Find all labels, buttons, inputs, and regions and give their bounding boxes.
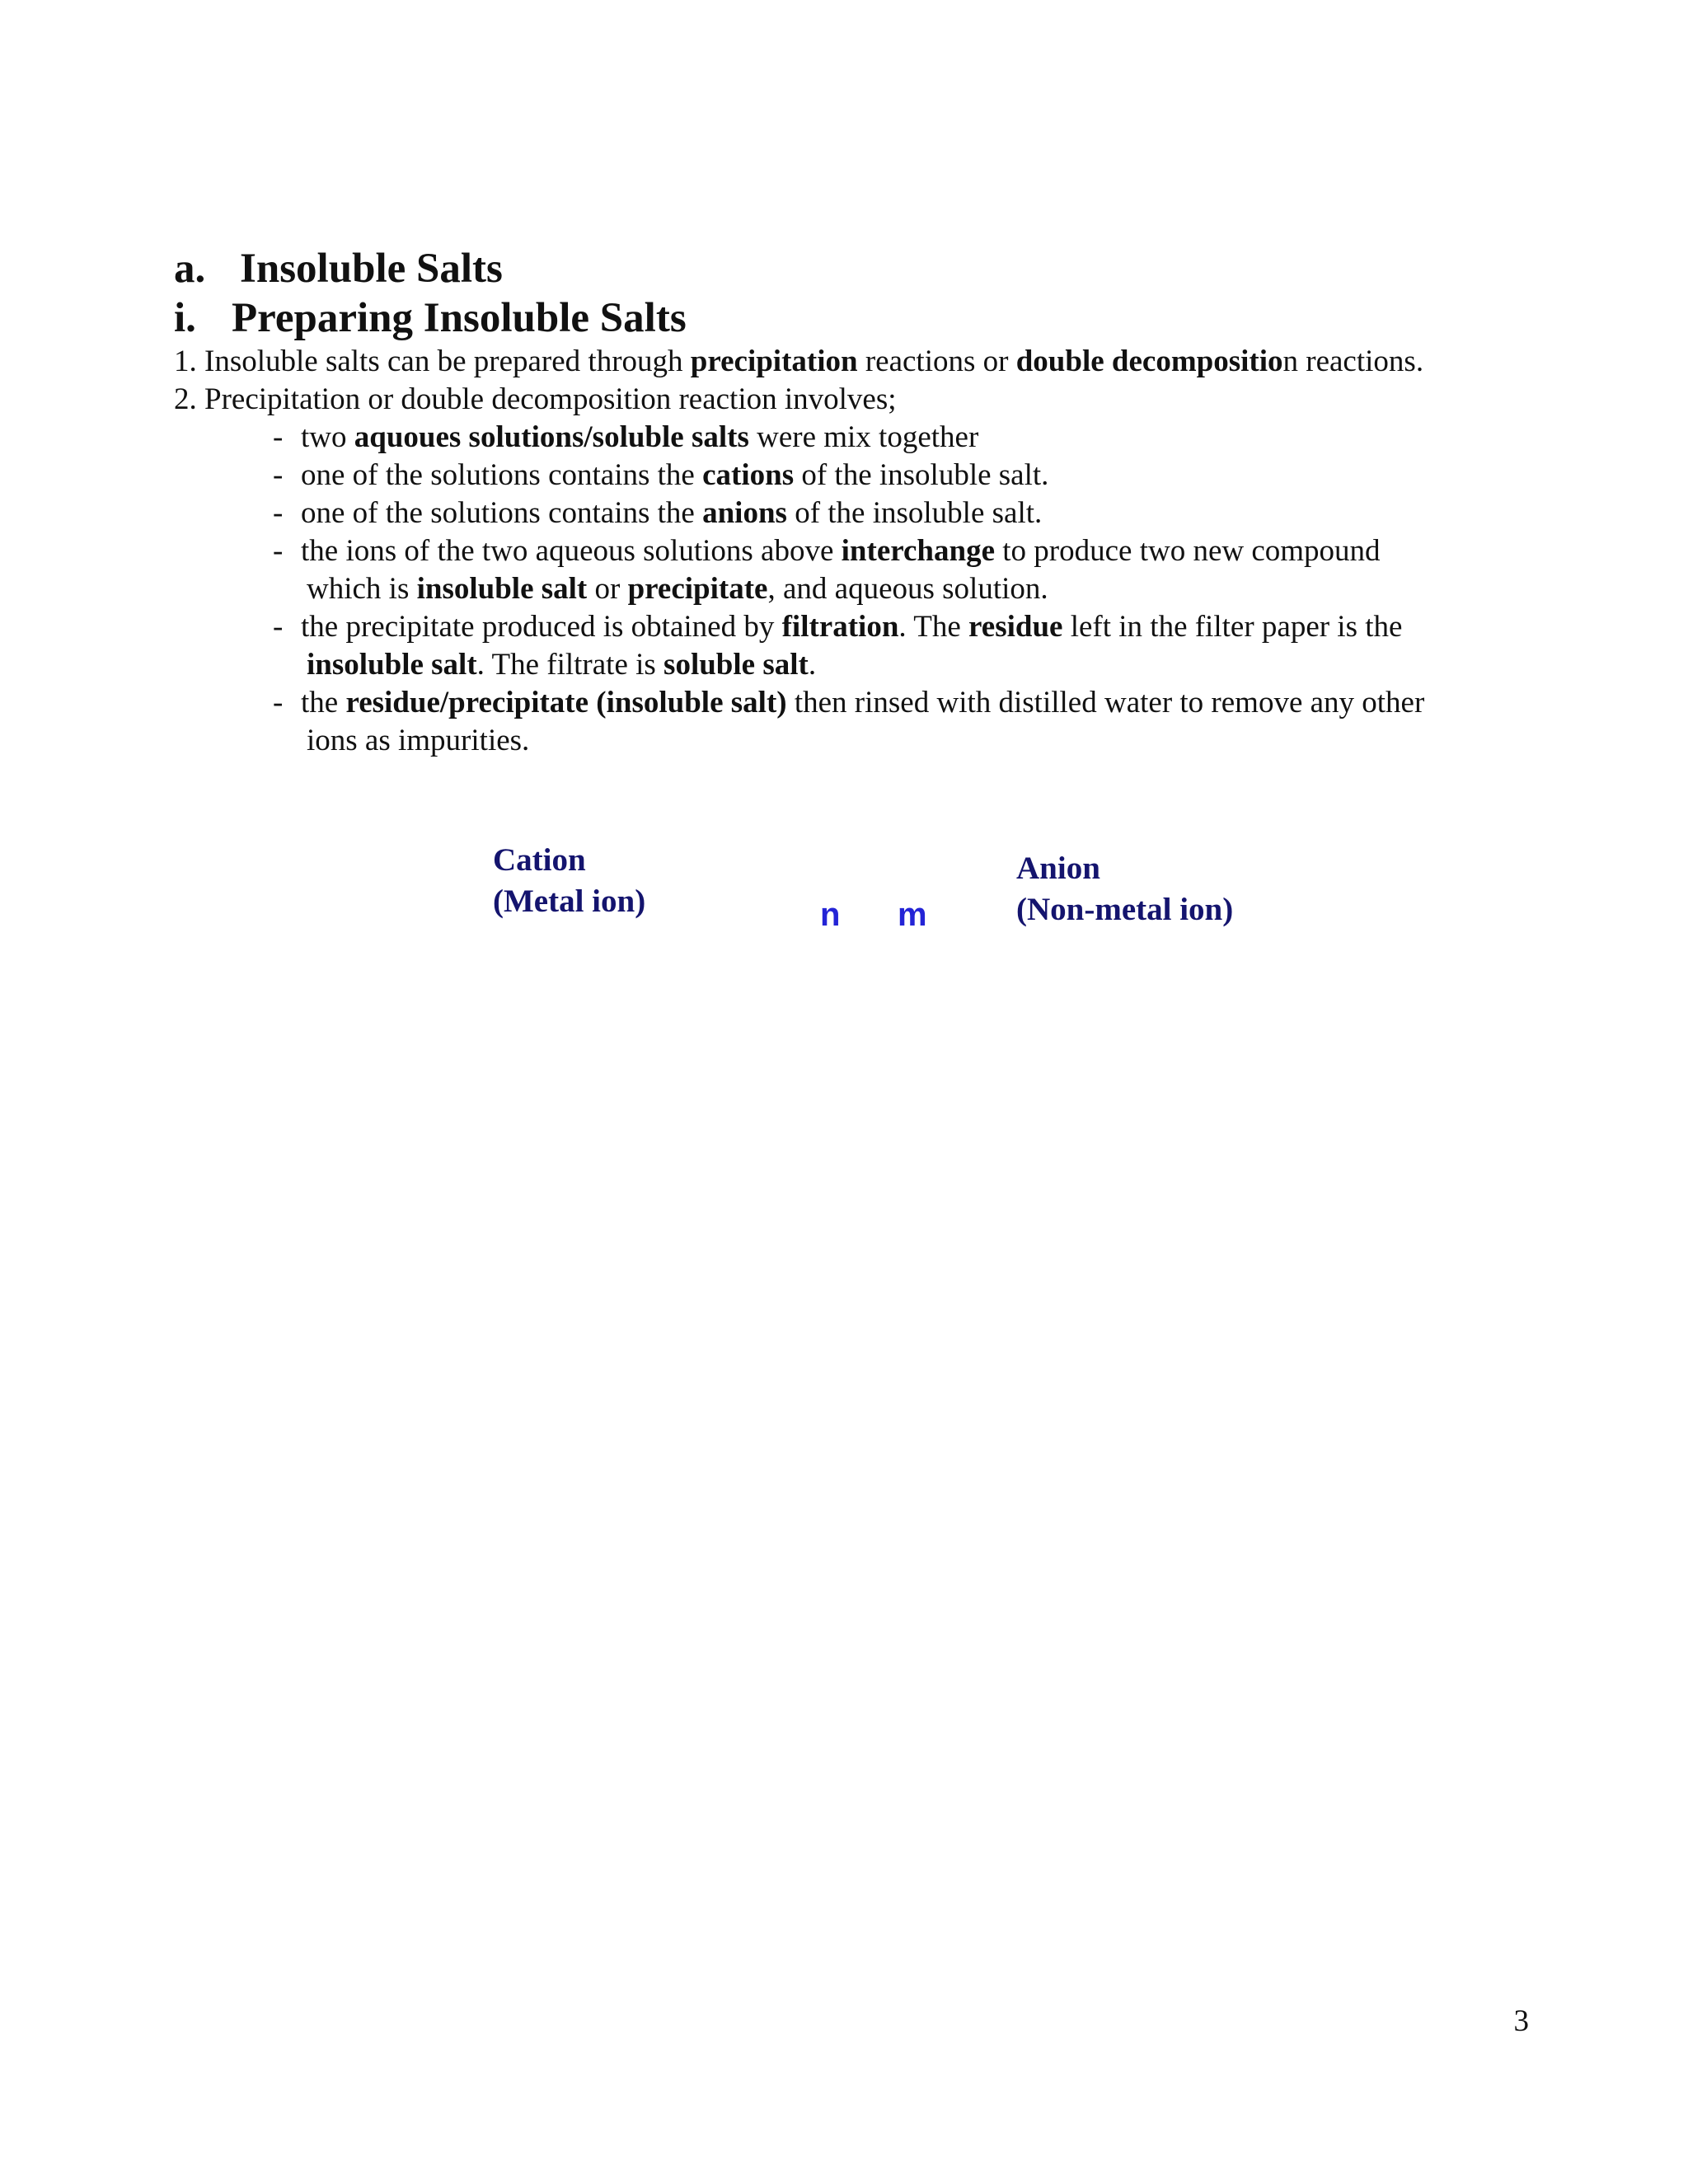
bullet-item-2 xyxy=(174,457,1542,494)
bullet3-bold: anions xyxy=(702,496,787,530)
bullet-dash: - xyxy=(273,686,284,719)
bullet-dash: - xyxy=(273,610,284,644)
section-heading-a xyxy=(174,244,1542,293)
bullet4-text-2: to produce two new compound xyxy=(995,534,1381,568)
para1-text-3: n reactions. xyxy=(1282,344,1424,378)
bullet4-bold-precipitate: precipitate xyxy=(627,572,768,606)
bullet5-bold-soluble-salt: soluble salt xyxy=(663,648,809,682)
bullet6-text-1: the xyxy=(301,686,346,719)
anion-label-line-1: Anion xyxy=(1016,851,1100,886)
bullet5-text-3: left in the filter paper is the xyxy=(1062,610,1403,644)
bullet2-bold: cations xyxy=(702,458,795,492)
bullet4-continuation xyxy=(301,570,1542,608)
page-content xyxy=(174,244,1542,760)
bullet1-bold: aquoues solutions/soluble salts xyxy=(354,420,749,454)
bullet3-text-2: of the insoluble salt. xyxy=(786,496,1043,530)
cation-label-line-1: Cation xyxy=(493,842,586,878)
bullet-item-6 xyxy=(174,684,1542,760)
para1-text-1: 1. Insoluble salts can be prepared through xyxy=(174,344,691,378)
bullet2-text-2: of the insoluble salt. xyxy=(794,458,1049,492)
bullet5-text-4: . The filtrate is xyxy=(476,648,664,682)
ion-charge-n: n xyxy=(820,897,841,933)
bullet4-text-1: the ions of the two aqueous solutions above xyxy=(301,534,842,568)
bullet-dash: - xyxy=(273,458,284,492)
bullet5-bold-residue: residue xyxy=(968,610,1063,644)
anion-label-line-2: (Non-metal ion) xyxy=(1016,892,1234,927)
para1-bold-double-decomposition: double decompositio xyxy=(1015,344,1283,378)
bullet-item-3 xyxy=(174,494,1542,532)
bullet6-continuation: ions as impurities. xyxy=(307,724,530,757)
heading-i-text: Preparing Insoluble Salts xyxy=(232,295,687,341)
heading-a-text: Insoluble Salts xyxy=(240,246,503,292)
bullet-item-5 xyxy=(174,608,1542,684)
bullet4-bold-insoluble-salt: insoluble salt xyxy=(416,572,588,606)
paragraph-2: 2. Precipitation or double decomposition reaction involves; xyxy=(174,382,897,416)
bullet5-text-2: . The xyxy=(898,610,969,644)
bullet-item-1 xyxy=(174,419,1542,457)
bullet6-bold: residue/precipitate (insoluble salt) xyxy=(345,686,787,719)
bullet-dash: - xyxy=(273,534,284,568)
bullet5-bold-filtration: filtration xyxy=(781,610,899,644)
bullet-item-4 xyxy=(174,532,1542,608)
heading-a-marker: a. xyxy=(174,246,206,292)
para1-text-2: reactions or xyxy=(857,344,1016,378)
paragraph-1 xyxy=(174,343,1542,381)
bullet5-bold-insoluble-salt: insoluble salt xyxy=(307,648,477,682)
anion-label xyxy=(1016,848,1233,930)
heading-i-marker: i. xyxy=(174,295,196,341)
para1-bold-precipitation: precipitation xyxy=(690,344,858,378)
cation-label xyxy=(493,840,645,922)
bullet-dash: - xyxy=(273,496,284,530)
section-heading-i xyxy=(174,293,1542,343)
bullet4-text-4: or xyxy=(587,572,628,606)
bullet-dash: - xyxy=(273,420,284,454)
bullet1-text-1: two xyxy=(301,420,354,454)
bullet5-text-1: the precipitate produced is obtained by xyxy=(301,610,782,644)
bullet1-text-2: were mix together xyxy=(748,420,979,454)
bullet5-continuation xyxy=(301,646,1542,684)
bullet4-bold-interchange: interchange xyxy=(841,534,995,568)
bullet5-text-5: . xyxy=(808,648,817,682)
ion-charge-m: m xyxy=(898,897,927,933)
bullet2-text-1: one of the solutions contains the xyxy=(301,458,703,492)
page-number: 3 xyxy=(1513,2004,1529,2038)
bullet4-text-5: , and aqueous solution. xyxy=(767,572,1048,606)
cation-label-line-2: (Metal ion) xyxy=(493,883,646,919)
bullet-list xyxy=(174,419,1542,760)
bullet4-text-3: which is xyxy=(307,572,417,606)
bullet6-text-2: then rinsed with distilled water to remove any other xyxy=(786,686,1425,719)
bullet3-text-1: one of the solutions contains the xyxy=(301,496,703,530)
